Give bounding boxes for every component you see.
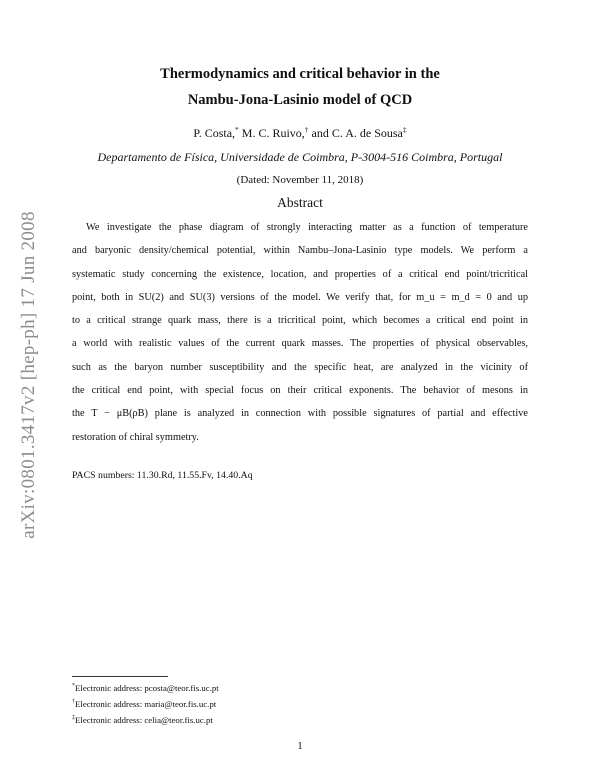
affiliation: Departamento de Física, Universidade de Coimbra, P-3004-516 Coimbra, Portugal [97,150,503,164]
abstract-line: We investigate the phase diagram of strongly interacting matter as a function of temperature [86,222,528,233]
paper-title-line-1: Thermodynamics and critical behavior in the [160,66,440,82]
footnote-mark: † [72,699,75,705]
paper-title-line-2: Nambu-Jona-Lasinio model of QCD [187,92,413,108]
abstract-line: restoration of chiral symmetry. [72,431,199,443]
abstract-line: the T − μB(ρB) plane is analyzed in connection with possible signatures of partial and effective [72,408,528,420]
arxiv-sidebar-stamp [14,175,44,575]
abstract-line: point, both in SU(2) and SU(3) versions of the model. We verify that, for m_u = m_d = 0 and up [72,291,528,303]
abstract-line: and baryonic density/chemical potential, within Nambu–Jona-Lasinio type models. We perform a [72,245,528,257]
footnote-divider [72,676,168,677]
footnote-de-sousa [72,715,213,725]
author-ruivo-mark: † [304,125,309,134]
abstract-line: a world with realistic values of the current quark masses. The properties of physical observables, [72,338,528,350]
abstract-line: to a critical strange quark mass, there is a tricritical point, which becomes a critical end point in [72,315,528,327]
footnote-mark: ‡ [72,715,75,721]
pacs-numbers: PACS numbers: 11.30.Rd, 11.55.Fv, 14.40.Aq [72,470,253,481]
author-list [60,126,540,141]
author-ruivo: M. C. Ruivo, [238,126,305,140]
page-number: 1 [297,740,303,752]
dated-line: (Dated: November 11, 2018) [236,174,364,186]
footnote-ruivo [72,699,216,709]
author-costa: P. Costa, [193,126,236,140]
footnote-costa [72,683,219,693]
footnote-text: Electronic address: celia@teor.fis.uc.pt [75,715,213,725]
footnote-text: Electronic address: maria@teor.fis.uc.pt [75,699,217,709]
author-de-sousa-mark: ‡ [402,125,407,134]
arxiv-identifier: arXiv:0801.3417v2 [hep-ph] 17 Jun 2008 [18,211,39,539]
abstract-heading: Abstract [277,195,323,210]
abstract-body [72,216,528,449]
footnote-mark: * [72,683,75,689]
footnote-text: Electronic address: pcosta@teor.fis.uc.pt [75,683,219,693]
author-de-sousa: and C. A. de Sousa [308,126,403,140]
abstract-line: systematic study concerning the existence, location, and properties of a critical end point/tricritical [72,268,528,280]
abstract-line: the critical end point, with special focus on their critical exponents. The behavior of mesons in [72,385,528,397]
author-costa-mark: * [235,125,239,134]
abstract-line: such as the baryon number susceptibility and the specific heat, are analyzed in the vicinity of [72,361,528,373]
